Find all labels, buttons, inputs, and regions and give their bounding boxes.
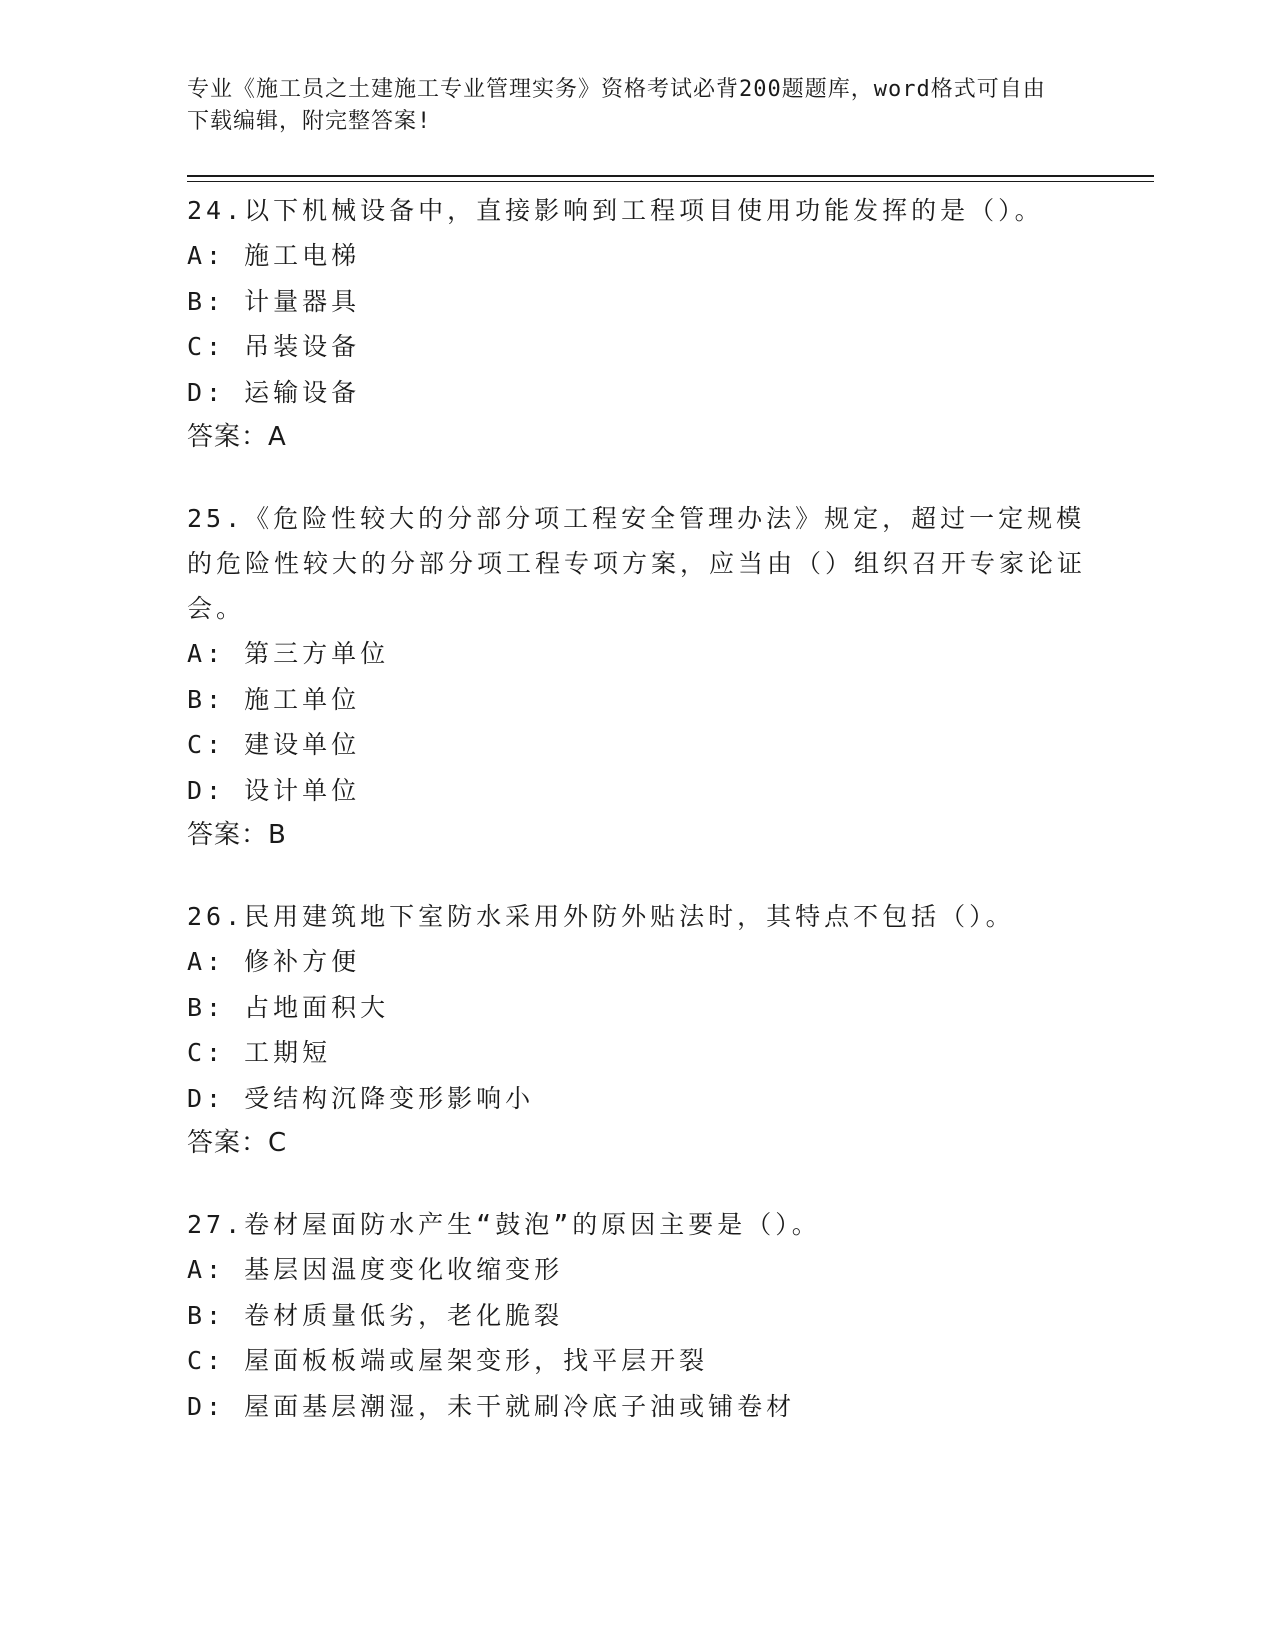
option-text: 工期短 [244,1038,332,1067]
option-text: 卷材质量低劣，老化脆裂 [244,1300,564,1330]
question-stem: 卷材屋面防水产生“鼓泡”的原因主要是（）。 [244,1210,821,1239]
option-text: 屋面基层潮湿，未干就刷冷底子油或铺卷材 [244,1391,796,1421]
option-b [187,1293,1087,1339]
option-text: 计量器具 [244,286,361,316]
option-a [187,233,1087,279]
answer-line: 答案：C [187,1128,288,1158]
option-d [187,1076,1087,1122]
header-divider-thick [187,175,1154,177]
option-c [187,1338,1087,1384]
question-text [187,496,1087,631]
option-a [187,1247,1087,1293]
option-label: C: [187,332,226,361]
option-d [187,370,1087,416]
option-label: A: [187,241,226,270]
question-stem: 以下机械设备中，直接影响到工程项目使用功能发挥的是（）。 [244,196,1044,225]
option-label: C: [187,1038,226,1067]
option-a [187,939,1087,985]
option-label: B: [187,684,226,714]
question-stem: 《危险性较大的分部分项工程安全管理办法》规定，超过一定规模的危险性较大的分部分项工程专项方案，应当由（）组织召开专家论证会。 [187,504,1087,623]
question-list [187,188,1087,1465]
answer-line: 答案：A [187,422,287,452]
question-text [187,894,1087,939]
answer-line: 答案：B [187,820,287,850]
question-number: 25. [187,504,245,533]
option-text: 设计单位 [244,775,361,805]
option-a [187,631,1087,677]
question-text [187,1202,1087,1247]
option-label: D: [187,1083,226,1113]
option-label: B: [187,1300,226,1330]
option-c [187,324,1087,370]
option-c [187,722,1087,768]
question-27 [187,1202,1087,1429]
option-d [187,768,1087,814]
option-text: 基层因温度变化收缩变形 [244,1255,564,1284]
option-b [187,985,1087,1031]
option-label: B: [187,992,226,1022]
option-label: D: [187,775,226,805]
question-26 [187,894,1087,1166]
option-label: A: [187,1255,226,1284]
option-text: 建设单位 [244,730,361,759]
option-text: 施工单位 [244,684,361,714]
header-divider-thin [187,181,1154,182]
question-text [187,188,1087,233]
question-number: 27. [187,1210,245,1239]
option-label: B: [187,286,226,316]
option-c [187,1030,1087,1076]
option-text: 修补方便 [244,947,361,976]
question-number: 24. [187,196,245,225]
option-b [187,677,1087,723]
question-stem: 民用建筑地下室防水采用外防外贴法时，其特点不包括（）。 [244,902,1015,931]
question-25 [187,496,1087,858]
option-text: 吊装设备 [244,332,361,361]
option-label: D: [187,1391,226,1421]
option-label: C: [187,1346,226,1375]
option-text: 第三方单位 [244,639,390,668]
option-text: 占地面积大 [244,992,390,1022]
option-label: D: [187,377,226,407]
document-header: 专业《施工员之土建施工专业管理实务》资格考试必背200题题库，word格式可自由下载编辑，附完整答案! [187,77,1046,134]
option-label: A: [187,639,226,668]
option-text: 运输设备 [244,377,361,407]
option-label: C: [187,730,226,759]
option-text: 施工电梯 [244,241,361,270]
option-label: A: [187,947,226,976]
option-text: 受结构沉降变形影响小 [244,1083,535,1113]
question-number: 26. [187,902,245,931]
option-text: 屋面板板端或屋架变形，找平层开裂 [244,1346,709,1375]
option-d [187,1384,1087,1430]
option-b [187,279,1087,325]
question-24 [187,188,1087,460]
